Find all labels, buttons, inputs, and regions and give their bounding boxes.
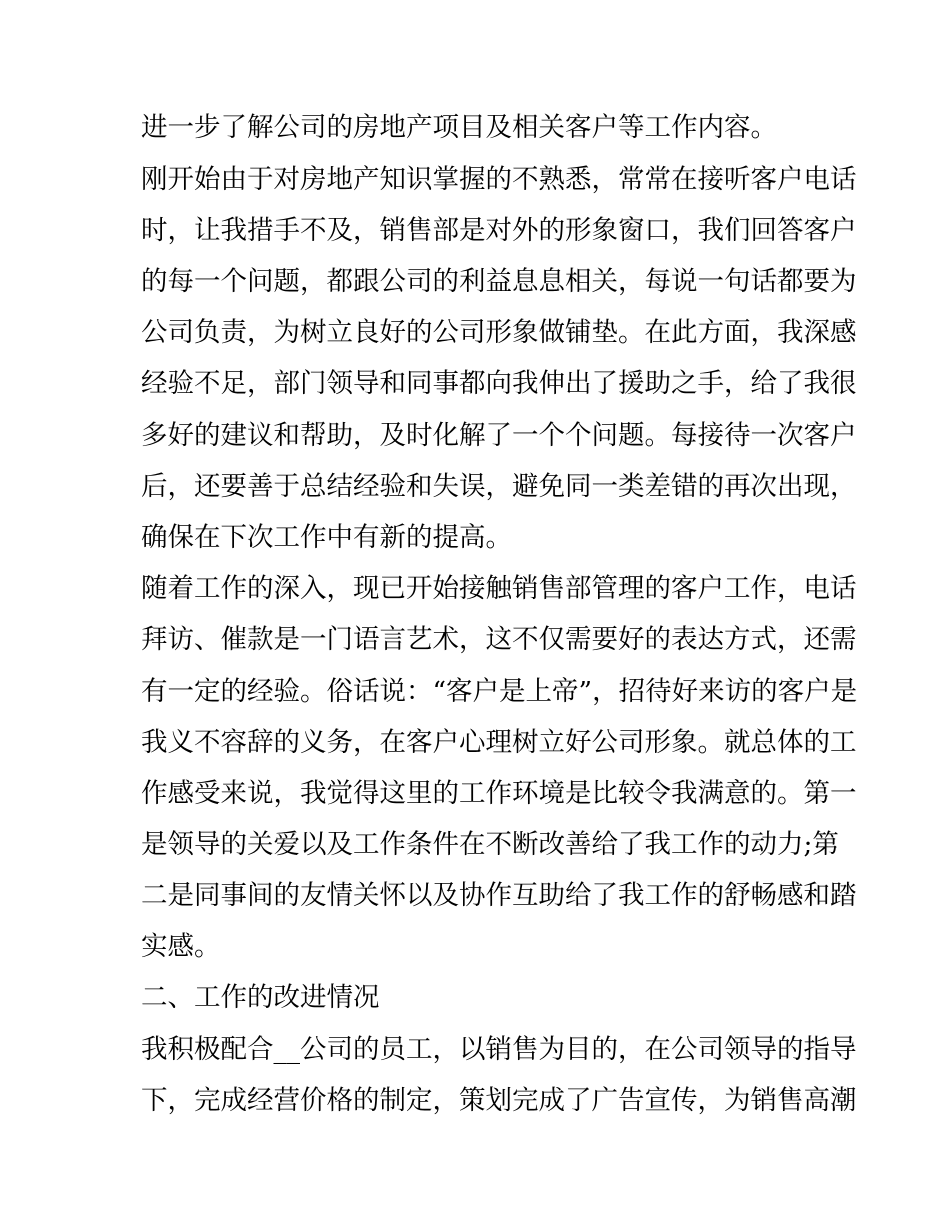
text-line: 时，让我措手不及，销售部是对外的形象窗口，我们回答客户 xyxy=(141,215,857,246)
text-line: 多好的建议和帮助，及时化解了一个个问题。每接待一次客户 xyxy=(141,420,857,451)
text-line: 二是同事间的友情关怀以及协作互助给了我工作的舒畅感和踏 xyxy=(141,880,857,911)
text-line: 刚开始由于对房地产知识掌握的不熟悉，常常在接听客户电话 xyxy=(141,164,857,195)
section-heading: 二、工作的改进情况 xyxy=(141,982,380,1013)
text-line: 公司负责，为树立良好的公司形象做铺垫。在此方面，我深感 xyxy=(141,317,857,348)
text-line: 我义不容辞的义务，在客户心理树立好公司形象。就总体的工 xyxy=(141,727,857,758)
text-line: 的每一个问题，都跟公司的利益息息相关，每说一句话都要为 xyxy=(141,266,857,297)
text-line: 我积极配合__公司的员工，以销售为目的，在公司领导的指导 xyxy=(141,1034,857,1065)
text-line: 拜访、催款是一门语言艺术，这不仅需要好的表达方式，还需 xyxy=(141,624,857,655)
text-line: 实感。 xyxy=(141,931,221,962)
text-line: 作感受来说，我觉得这里的工作环境是比较令我满意的。第一 xyxy=(141,778,857,809)
text-line: 后，还要善于总结经验和失误，避免同一类差错的再次出现， xyxy=(141,471,857,502)
text-line: 确保在下次工作中有新的提高。 xyxy=(141,522,512,553)
text-line: 下，完成经营价格的制定，策划完成了广告宣传，为销售高潮 xyxy=(141,1085,857,1116)
text-line: 是领导的关爱以及工作条件在不断改善给了我工作的动力;第 xyxy=(141,829,839,860)
text-line: 进一步了解公司的房地产项目及相关客户等工作内容。 xyxy=(141,112,777,143)
text-line: 随着工作的深入，现已开始接触销售部管理的客户工作，电话 xyxy=(141,573,857,604)
text-line: 经验不足，部门领导和同事都向我伸出了援助之手，给了我很 xyxy=(141,368,857,399)
text-line: 有一定的经验。俗话说：“客户是上帝”，招待好来访的客户是 xyxy=(141,676,858,707)
